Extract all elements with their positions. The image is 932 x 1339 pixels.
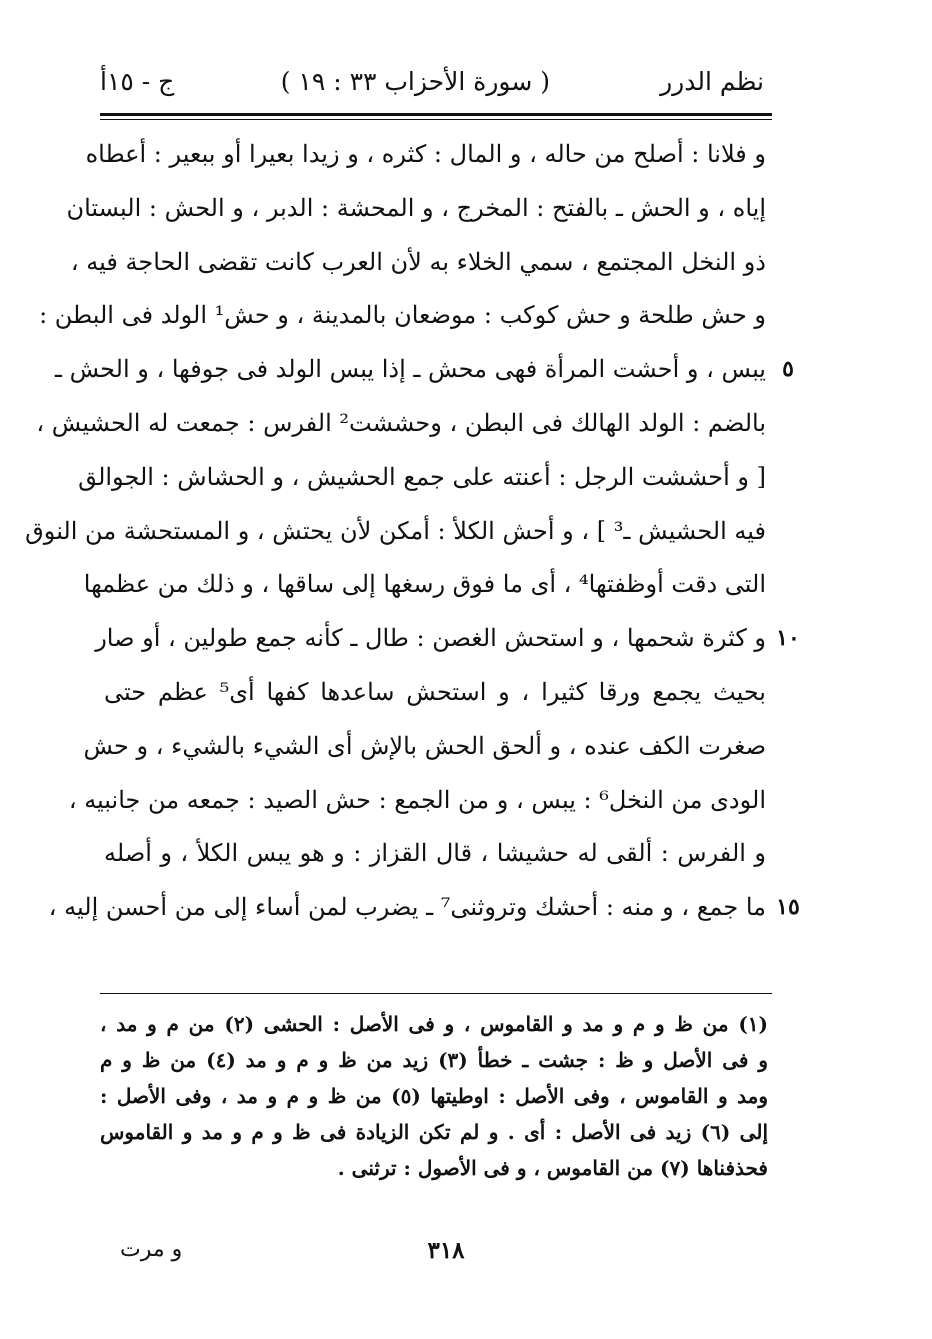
footnote-line: (١) من ظ و م و مد و القاموس ، و فى الأصل : الحشى (٢) من م و مد ،: [100, 1012, 768, 1036]
text-line: صغرت الكف عنده ، و ألحق الحش بالإش أى الشيء بالشيء ، و حش: [83, 731, 766, 760]
text-line: فيه الحشيش ـ³ ] ، و أحش الكلأ : أمكن لأن يحتش ، و المستحشة من النوق: [25, 516, 766, 545]
text-line: الودى من النخل⁶ : يبس ، و من الجمع : حش الصيد : جمعه من جانبيه ،: [68, 785, 766, 814]
text-line: بحيث يجمع ورقا كثيرا ، و استحش ساعدها كفها أى⁵ عظم حتى: [104, 677, 766, 706]
text-line: و كثرة شحمها ، و استحش الغصن : طال ـ كأنه جمع طولين ، أو صار ١٠: [104, 612, 766, 666]
header-rule-thin: [100, 119, 772, 120]
footnote-line: إلى (٦) زيد فى الأصل : أى . و لم تكن الزيادة فى ظ و م و مد و القاموس: [100, 1120, 769, 1144]
main-text: [25, 128, 800, 935]
text-line: إياه ، و الحش ـ بالفتح : المخرج ، و المحشة : الدبر ، و الحش : البستان: [66, 193, 766, 222]
text-line: [ و أحششت الرجل : أعنته على جمع الحشيش ، و الحشاش : الجوالق: [78, 462, 766, 491]
footnote-rule: [100, 993, 772, 994]
text-line: و الفرس : ألقى له حشيشا ، قال القزاز : و هو يبس الكلأ ، و أصله: [104, 839, 766, 868]
text-line: ذو النخل المجتمع ، سمي الخلاء به لأن العرب كانت تقضى الحاجة فيه ،: [70, 247, 766, 276]
text-line: التى دقت أوظفتها⁴ ، أى ما فوق رسغها إلى ساقها ، و ذلك من عظمها: [83, 570, 766, 599]
footnote-line: ومد و القاموس ، وفى الأصل : اوطيتها (٥) من ظ و م و مد ، وفى الأصل :: [100, 1084, 768, 1108]
footnote-line: و فى الأصل و ظ : جشت ـ خطأ (٣) زيد من ظ و م و مد (٤) من ظ و م: [100, 1048, 768, 1072]
page-number: ٣١٨: [427, 1237, 465, 1264]
line-number: ٥: [782, 356, 794, 383]
book-title: نظم الدرر: [660, 67, 764, 96]
footnotes: [100, 1006, 768, 1186]
header-rule: [100, 113, 772, 116]
footnote-line: فحذفناها (٧) من القاموس ، و فى الأصول : ترثنى .: [337, 1156, 768, 1180]
text-line: يبس ، و أحشت المرأة فهى محش ـ إذا يبس الولد فى جوفها ، و الحش ـ ٥: [104, 343, 766, 397]
surah-reference: ( سورة الأحزاب ٣٣ : ١٩ ): [280, 67, 550, 96]
catchword: و مرت: [120, 1237, 183, 1262]
line-number: ١٥: [776, 894, 800, 921]
text-line: و فلانا : أصلح من حاله ، و المال : كثره ، و زيدا بعيرا أو ببعير : أعطاه: [85, 140, 766, 168]
volume-marker: ج - ١٥أ: [100, 67, 175, 96]
text-line: و حش طلحة و حش كوكب : موضعان بالمدينة ، و حش¹ الولد فى البطن :: [39, 301, 766, 330]
text-line: بالضم : الولد الهالك فى البطن ، وحششت² الفرس : جمعت له الحشيش ،: [36, 408, 766, 437]
line-number: ١٠: [776, 625, 800, 652]
text-line: ما جمع ، و منه : أحشك وتروثنى⁷ ـ يضرب لمن أساء إلى من أحسن إليه ، ١٥: [104, 881, 766, 935]
